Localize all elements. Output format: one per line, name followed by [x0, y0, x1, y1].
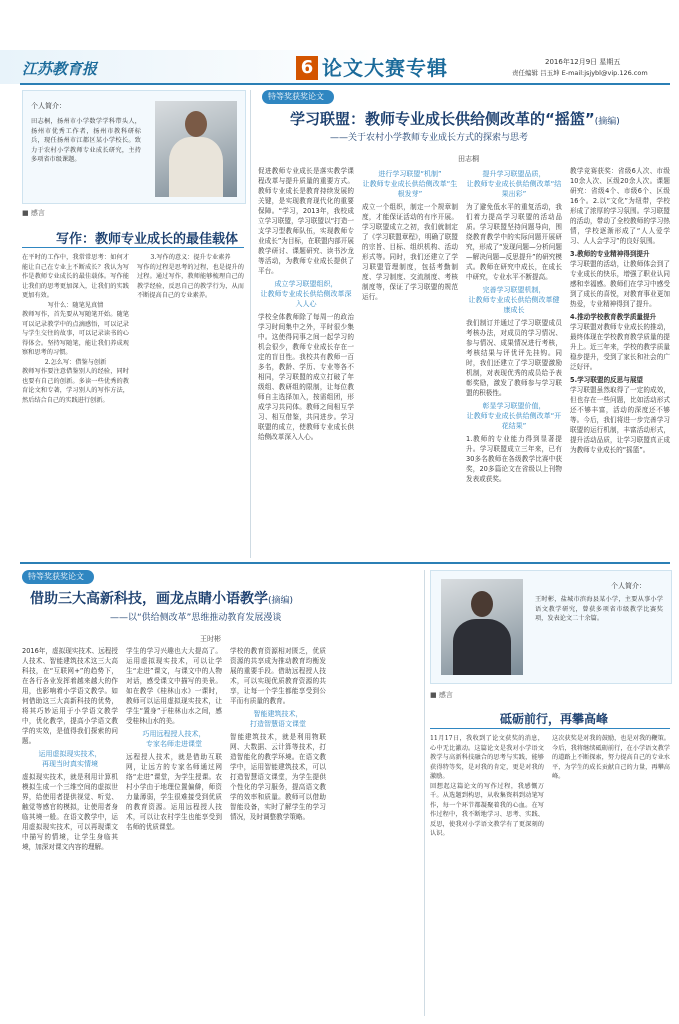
- article1-title: [290, 108, 670, 129]
- essay-title-rule-2: [430, 728, 670, 729]
- section-tag-top: 特等奖获奖论文: [262, 90, 334, 104]
- essay-title-2: 砥砺前行，再攀高峰: [500, 712, 609, 726]
- article-heading: 智能建筑技术， 打造智慧语文课堂: [250, 710, 306, 728]
- article2-subtitle: ——以“供给侧改革”思维推动教育发展漫谈: [110, 613, 282, 623]
- article1-author: 田志桐: [458, 155, 479, 163]
- article-paragraph: 为了避免低水平的重复活动，我们着力提高学习联盟的活动品质。学习联盟坚持问题导向，围绕教育教学中的实际问题开展研究，形成了“发现问题—分析问题—解决问题—反思提升”的研究模式。教师在研究中成长，在成长中研究，专业水平不断提高。: [466, 203, 562, 281]
- essay-heading: 2.怎么写：借鉴与创新: [44, 358, 107, 366]
- article-heading: 彰显学习联盟价值， 让教师专业成长供给侧改革“开花结果”: [466, 402, 562, 430]
- author-profile-box: [22, 90, 246, 204]
- section-tag-bottom: 特等奖获奖论文: [22, 570, 94, 584]
- essay-body-2-col1: [430, 734, 544, 1014]
- essay-paragraph: 这次获奖是对我的鼓励，也是对我的鞭策。今后，我将继续砥砺前行，在小学语文教学的道路上不断探索，努力提高自己的专业水平，为学生的成长贡献自己的力量，再攀高峰。: [552, 735, 670, 780]
- profile-bio: 田志桐，扬州市小学数学学科带头人，扬州市优秀工作者，扬州市教科研标兵，现任扬州市江都区某小学校长。致力于农村小学教师专业成长研究，主持多项省市级课题。: [31, 118, 141, 163]
- article-paragraph: 学校的教育资源相对匮乏，优质资源的共享成为推动教育均衡发展的重要手段。借助远程授人技术，可以实现优质教育资源的共享，让每一个学生都能享受到公平而有质量的教育。: [230, 647, 326, 705]
- article-heading: 完善学习联盟机制， 让教师专业成长供给侧改革健康成长: [468, 286, 560, 314]
- photo-body: [453, 619, 511, 675]
- article-paragraph: 学校全体教师除了每周一的政治学习时间集中之外，平时很少集中。这使得同事之间一起学习的机会很少，教师专业成长存在一定的盲目性。我校共有教师一百多名，教龄、学历、专业等各不相同，学习联盟的成立打破了年级组、教研组的限制，让每位教师自主选择加入，按需组团，形成学习共同体。教师之间相互学习、相互借鉴，共同进步。学习联盟的成立，使教师专业成长供给侧改革深入人心。: [258, 313, 354, 441]
- essay-paragraph: 在平时的工作中，我常常思考：如何才能让自己在专业上不断成长？我认为写作是教师专业成长的最佳载体。写作能让我们的思考更加深入，让我们的实践更加有效。: [22, 254, 129, 299]
- essay-body-col2: [137, 253, 244, 553]
- essay-title-rule: [22, 247, 244, 248]
- article-heading: 运用虚拟现实技术， 再现当时真实情境: [38, 750, 102, 768]
- article2-col2: [126, 646, 222, 1016]
- author-profile-box-2: [430, 570, 672, 684]
- editor-line: 责任编辑 吕玉坤 E-mail:jsjybl@vip.126.com: [512, 69, 648, 77]
- article-subheading: 3.教师的专业精神得到提升: [570, 250, 650, 258]
- author-photo-2: [441, 579, 523, 675]
- article-paragraph: 远程授人技术，就是借助互联网，让远方的专家名师通过网络“走进”课堂，为学生授课。农村小学由于地理位置偏僻，师资力量薄弱，学生很难接受到优质的教育资源。运用远程授人技术，可以让农村学生也能享受到名师的优质课堂。: [126, 753, 222, 831]
- article-paragraph: 成立一个组织，制定一个规章制度，才能保证活动的有序开展。学习联盟成立之初，我们就制定了《学习联盟章程》，明确了联盟的宗旨、目标、组织机构、活动形式等。同时，我们还建立了学习联盟管理制度，包括考勤制度、学习制度、交流制度、考核制度等，保证了学习联盟的规范运行。: [362, 203, 458, 301]
- essay-label-icon: ■ 感言: [22, 209, 45, 217]
- essay-heading: 3.写作的意义：提升专业素养: [150, 254, 231, 261]
- article2-col4: [334, 646, 416, 1016]
- essay-paragraph: 教师写作要注意借鉴别人的经验，同时也要有自己的创新。多读一些优秀的教育论文和专著，学习别人的写作方法，然后结合自己的实践进行创新。: [22, 368, 129, 404]
- date-line: 2016年12月9日 星期五: [545, 58, 621, 66]
- article1-title-suffix: (摘编): [594, 117, 620, 127]
- photo-head: [471, 591, 493, 617]
- article-paragraph: 学习联盟的活动，让教师体会到了专业成长的快乐，增强了职业认同感和幸福感。教师们在学习中感受到了成长的喜悦，对教育事业更加热爱，专业精神得到了提升。: [570, 260, 670, 308]
- masthead: [0, 0, 679, 86]
- column-divider: [424, 570, 425, 1016]
- masthead-rule: [20, 83, 670, 85]
- article2-author: 王时彬: [200, 635, 221, 643]
- profile-header: 个人简介：: [31, 102, 66, 110]
- article-heading: 成立学习联盟组织， 让教师专业成长供给侧改革深入人心: [260, 280, 352, 308]
- article-subheading: 4.推动学校教育教学质量提升: [570, 313, 657, 321]
- essay-paragraph: 11月17日，我收到了论文获奖的消息，心中无比激动。这篇论文是我对小学语文教学与高新科技融合的思考与实践，能够获得特等奖，是对我的肯定，更是对我的激励。: [430, 735, 544, 780]
- article-heading: 提升学习联盟品质， 让教师专业成长供给侧改革“结果出彩”: [466, 170, 562, 198]
- article1-col2: [362, 166, 458, 556]
- section-divider: [20, 562, 670, 564]
- essay-title: 写作：教师专业成长的最佳载体: [56, 232, 239, 247]
- article1-title-text: 学习联盟：教师专业成长供给侧改革的“摇篮”: [290, 110, 595, 128]
- column-divider: [250, 90, 251, 558]
- article1-subtitle: ——关于农村小学教师专业成长方式的探索与思考: [330, 133, 529, 143]
- article-paragraph: 我们制订并通过了学习联盟成员考核办法，对成员的学习情况、参与情况、成果情况进行考核，考核结果与评优评先挂钩。同时，我们还建立了学习联盟激励机制，对表现优秀的成员给予表彰奖励，激发了教师参与学习联盟的积极性。: [466, 319, 562, 397]
- essay-body-col1: [22, 253, 129, 553]
- author-photo: [155, 101, 237, 197]
- article1-col4: [570, 166, 670, 556]
- article-heading: 巧用远程授人技术， 专家名师走进课堂: [142, 730, 206, 748]
- article1-col3: [466, 166, 562, 556]
- essay-body-2-col2: [552, 734, 670, 1014]
- article-paragraph: 学习联盟虽然取得了一定的成效，但也存在一些问题，比如活动形式还不够丰富，活动的深度还不够等。今后，我们将进一步完善学习联盟的运行机制，丰富活动形式，提升活动品质，让学习联盟真正成为教师专业成长的“摇篮”。: [570, 386, 670, 454]
- article2-title-suffix: (摘编): [268, 596, 294, 606]
- essay-paragraph: 写作的过程是思考的过程，也是提升的过程。通过写作，教师能够梳理自己的教学经验，反思自己的教学行为，从而不断提高自己的专业素养。: [137, 263, 244, 299]
- essay-paragraph: 教师写作，首先要从写随笔开始。随笔可以记录教学中的点滴感悟，可以记录与学生交往的故事，可以记录读书的心得体会。坚持写随笔，能让我们养成观察和思考的习惯。: [22, 311, 129, 356]
- article-paragraph: 学生的学习兴趣也大大提高了。运用虚拟现实技术，可以让学生“走进”课文，与课文中的人物对话，感受课文中描写的美景。如在教学《桂林山水》一课时，教师可以运用虚拟现实技术，让学生“置身”于桂林山水之间，感受桂林山水的美。: [126, 647, 222, 725]
- page-number: 6: [296, 56, 318, 80]
- essay-paragraph: 回想起这篇论文的写作过程，我感慨万千。从选题到构思，从收集资料到动笔写作，每一个环节都凝聚着我的心血。在写作过程中，我不断地学习、思考、实践、反思，使我对小学语文教学有了更深刻的认识。: [430, 782, 544, 837]
- article1-col1: [258, 166, 354, 556]
- article2-title: [30, 588, 410, 608]
- article-subheading: 5.学习联盟的反思与展望: [570, 376, 644, 384]
- profile-header-2: 个人简介：: [611, 582, 646, 590]
- essay-label-2: 感言: [438, 691, 453, 699]
- article-paragraph: 学习联盟对教师专业成长的推动，最终体现在学校教育教学质量的提升上。近三年来，学校的教学质量稳步提升，受到了家长和社会的广泛好评。: [570, 323, 670, 371]
- article2-col1: [22, 646, 118, 1016]
- article-paragraph: 虚拟现实技术，就是利用计算机模拟生成一个三维空间的虚拟世界，给使用者提供视觉、听觉、触觉等感官的模拟，让使用者身临其境一般。在语文教学中，运用虚拟现实技术，可以再现课文中描写的情境，让学生身临其境，加深对课文内容的理解。: [22, 773, 118, 851]
- article-paragraph: 促进教师专业成长是落实教学课程改革与提升质量的重要方式。教师专业成长是教育持续发展的关键，是实现教育现代化的重要保障。“学习，2013年，我校成立学习联盟，学习联盟以“打造一支学习型教师队伍，实现教师专业成长”为目标，在联盟内部开展教学研讨、课题研究、读书沙龙等活动，为教师专业成长提供了平台。: [258, 167, 354, 275]
- page-title: 论文大赛专辑: [322, 56, 448, 80]
- essay-label: 感言: [30, 209, 45, 217]
- photo-head: [185, 111, 207, 137]
- article2-col3: [230, 646, 326, 1016]
- article-paragraph: 1.教师的专业能力得到显著提升。学习联盟成立三年来，已有30多名教师在各级教学比赛中获奖，20多篇论文在省级以上刊物发表或获奖。: [466, 435, 562, 483]
- essay-heading: 写什么：随笔见真情: [47, 301, 104, 309]
- essay-label-icon-2: ■ 感言: [430, 691, 453, 699]
- newspaper-logo: 江苏教育报: [22, 60, 98, 78]
- profile-bio-2: 王时彬，盐城市滨海县某小学，主要从事小学语文教学研究，曾获多项省市级教学比赛奖项，发表论文二十余篇。: [535, 596, 663, 622]
- article-heading: 进行学习联盟“机制” 让教师专业成长供给侧改革“生根发芽”: [362, 170, 458, 198]
- article-paragraph: 智能建筑技术，就是利用物联网、大数据、云计算等技术，打造智能化的教学环境。在语文教学中，运用智能建筑技术，可以打造智慧语文课堂，为学生提供个性化的学习服务，提高语文教学的效率和质量。教师可以借助智能设备，实时了解学生的学习情况，及时调整教学策略。: [230, 733, 326, 821]
- article-paragraph: 2016年，虚拟现实技术、远程授人技术、智能建筑技术这三大高科技，在“互联网+”的趋势下，在各行各业发挥着越来越大的作用，也影响着小学语文教学。如何借助这三大高新科技的优势，将其巧妙运用于小学语文教学中，优化教学，提高小学语文教学的实效，是值得我们探索的问题。: [22, 647, 118, 745]
- photo-body: [169, 137, 223, 197]
- article2-title-text: 借助三大高新科技，画龙点睛小语教学: [30, 591, 268, 607]
- article-paragraph: 教学竞赛获奖：省级6人次、市级10余人次、区级20余人次。课题研究：省级4个、市级6个、区级16个。2.以“文化”为纽带，学校形成了浓厚的学习氛围。学习联盟的活动，带动了全校教师的学习热情，学校逐渐形成了“人人爱学习、人人会学习”的良好氛围。: [570, 167, 670, 245]
